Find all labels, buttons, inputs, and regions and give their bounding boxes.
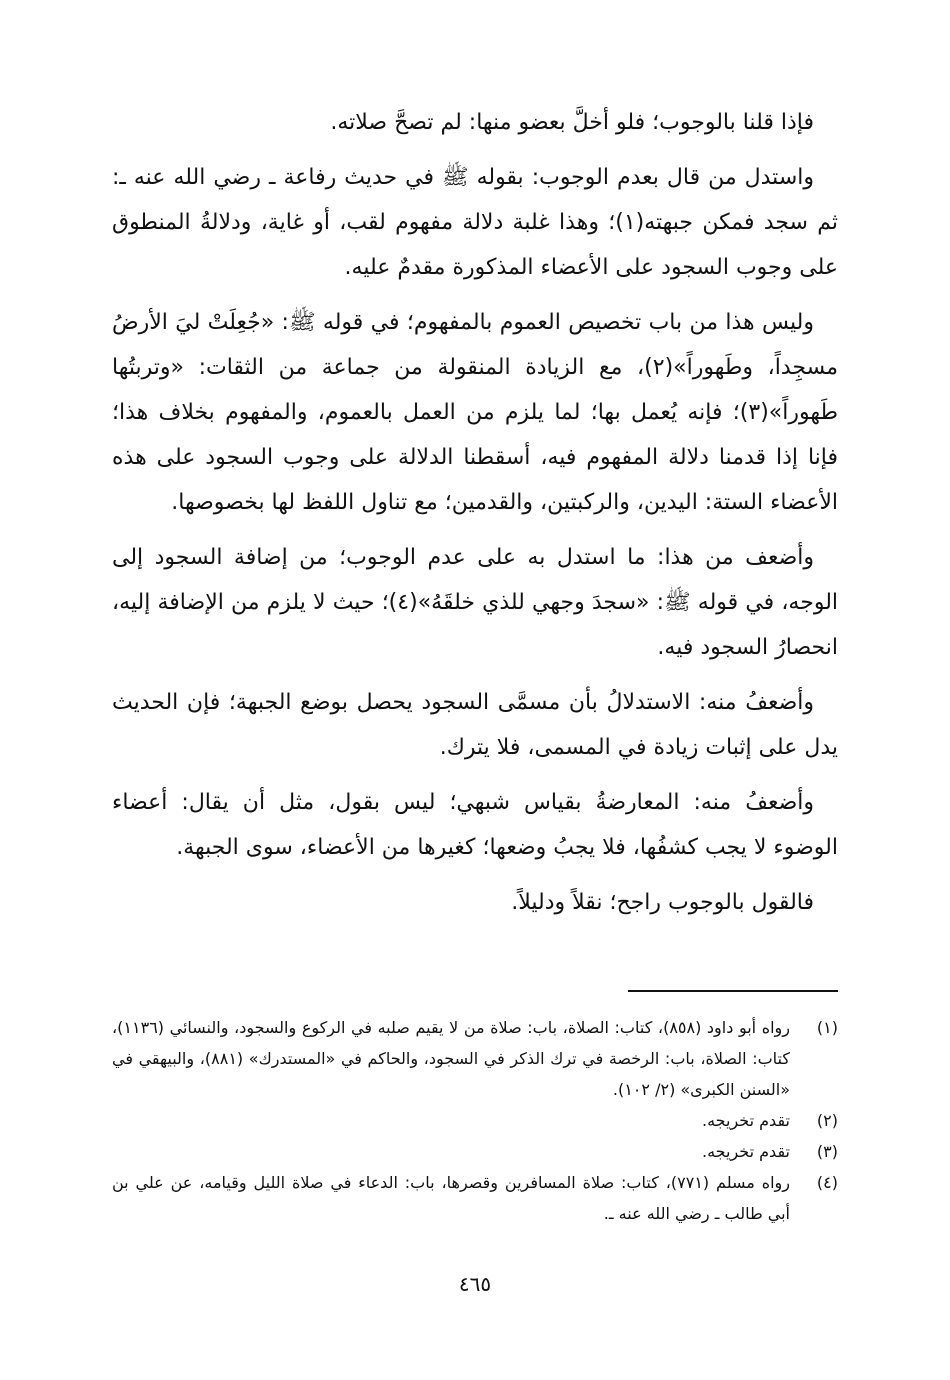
paragraph-3: وليس هذا من باب تخصيص العموم بالمفهوم؛ في قوله ﷺ: «جُعِلَتْ ليَ الأرضُ مسجِداً، وطَهوراً»(٢)، مع الزيادة المنقولة من جماعة من الثقات: «وتربتُها طَهوراً»(٣)؛ فإنه يُعمل بها؛ لما يلزم من العمل بالعموم، والمفهوم بخلاف هذا؛ فإنا إذا قدمنا دلالة المفهوم فيه، أسقطنا الدلالة على وجوب السجود على هذه الأعضاء الستة: اليدين، والركبتين، والقدمين؛ مع تناول اللفظ لها بخصوصها. [112,310,838,515]
footnote-4 [112,1167,838,1229]
footnote-3 [112,1136,838,1167]
footnote-number: (١) [816,1018,838,1037]
footnote-number: (٢) [816,1111,838,1130]
footnote-number: (٤) [816,1173,838,1192]
footnote-text: تقدم تخريجه. [702,1111,790,1130]
footnote-separator [628,990,838,992]
paragraph-7: فالقول بالوجوب راجح؛ نقلاً ودليلاً. [511,890,814,915]
footnote-number: (٣) [816,1142,838,1161]
footnote-2 [112,1105,838,1136]
main-text [112,100,838,935]
footnote-text: رواه مسلم (٧٧١)، كتاب: صلاة المسافرين وقصرها، باب: الدعاء في صلاة الليل وقيامه، عن علي بن أبي طالب ـ رضي الله عنه ـ. [112,1173,791,1223]
paragraph-1: فإذا قلنا بالوجوب؛ فلو أخلَّ بعضو منها: لم تصحَّ صلاته. [330,110,814,135]
footnote-text: تقدم تخريجه. [702,1142,790,1161]
footnote-1 [112,1012,838,1105]
paragraph-6: وأضعفُ منه: المعارضةُ بقياس شبهي؛ ليس بقول، مثل أن يقال: أعضاء الوضوء لا يجب كشفُها، فلا يجبُ وضعها؛ كغيرها من الأعضاء، سوى الجبهة. [112,790,838,860]
paragraph-4: وأضعف من هذا: ما استدل به على عدم الوجوب؛ من إضافة السجود إلى الوجه، في قوله ﷺ: «سجدَ وجهي للذي خلقَهُ»(٤)؛ حيث لا يلزم من الإضافة إليه، انحصارُ السجود فيه. [112,545,839,660]
page-number: ٤٦٥ [458,1272,492,1296]
footnote-text: رواه أبو داود (٨٥٨)، كتاب: الصلاة، باب: صلاة من لا يقيم صلبه في الركوع والسجود، والنسائي (١١٣٦)، كتاب: الصلاة، باب: الرخصة في ترك الذكر في السجود، والحاكم في «المستدرك» (٨٨١)، والبيهقي في «السنن الكبرى» (٢/ ١٠٢). [112,1018,791,1099]
paragraph-2: واستدل من قال بعدم الوجوب: بقوله ﷺ في حديث رفاعة ـ رضي الله عنه ـ: ثم سجد فمكن جبهته(١)؛ وهذا غلبة دلالة مفهوم لقب، أو غاية، ودلالةُ المنطوق على وجوب السجود على الأعضاء المذكورة مقدمٌ عليه. [112,165,838,280]
footnotes [112,1012,838,1229]
paragraph-5: وأضعفُ منه: الاستدلالُ بأن مسمَّى السجود يحصل بوضع الجبهة؛ فإن الحديث يدل على إثبات زيادة في المسمى، فلا يترك. [112,690,838,760]
